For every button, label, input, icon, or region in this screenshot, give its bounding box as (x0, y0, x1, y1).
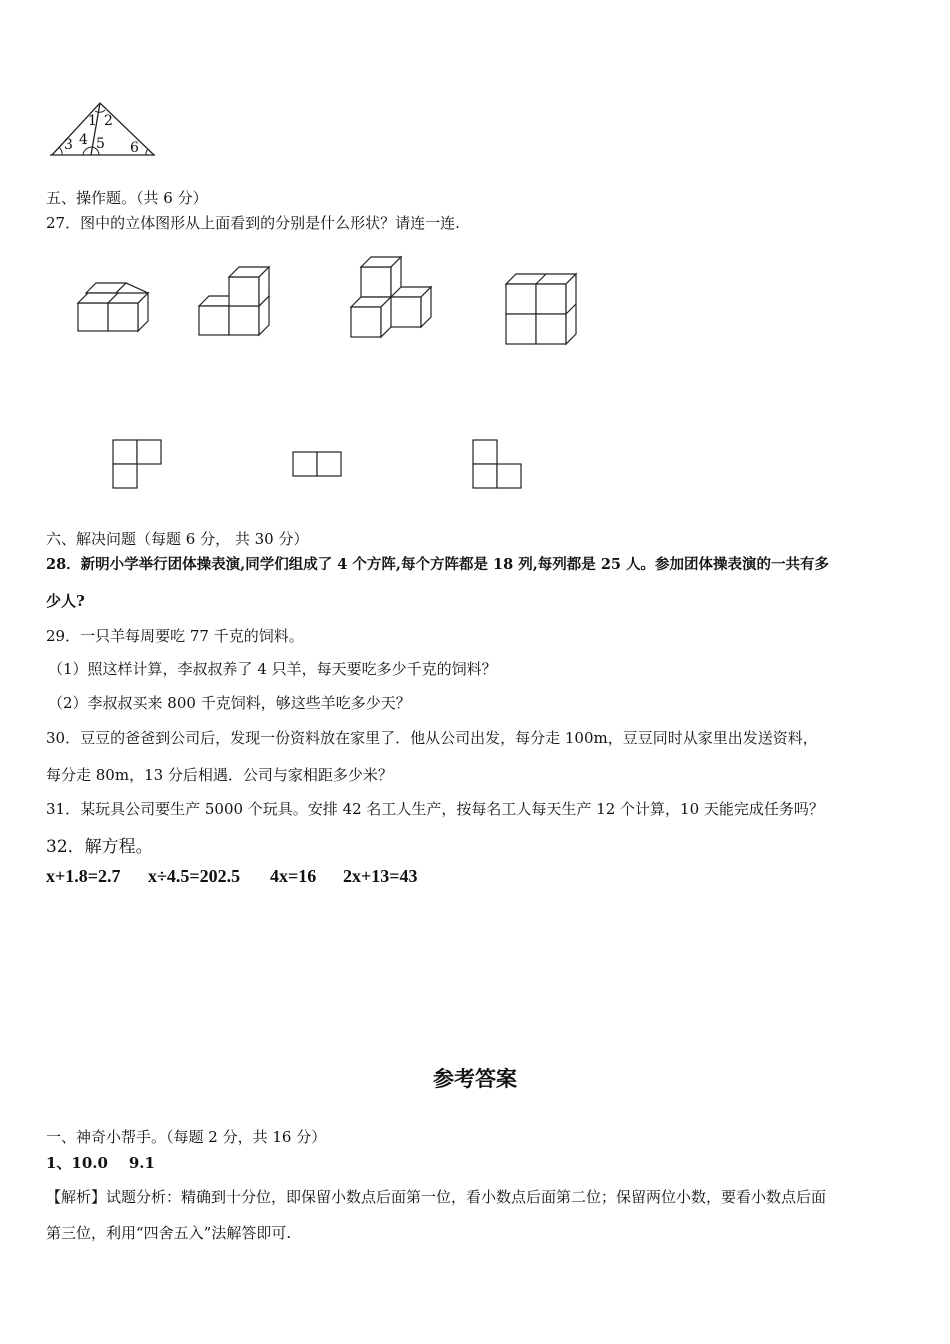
answers-title: 参考答案 (433, 1066, 517, 1091)
question-29: 29．一只羊每周要吃 77 千克的饲料。 (46, 627, 304, 645)
angle-label-2: 2 (104, 113, 113, 129)
equation-1: x+1.8=2.7 (46, 866, 121, 886)
solid-figure-1 (76, 283, 151, 333)
section6-heading: 六、解决问题（每题 6 分， 共 30 分） (46, 530, 309, 548)
equation-2: x÷4.5=202.5 (148, 866, 241, 886)
question-30-line1: 30．豆豆的爸爸到公司后，发现一份资料放在家里了．他从公司出发，每分走 100m，豆豆同时从家里出发送资料， (46, 729, 818, 747)
equation-3: 4x=16 (270, 866, 317, 886)
question-27: 27．图中的立体图形从上面看到的分别是什么形状？请连一连. (46, 214, 460, 232)
section5-heading: 五、操作题。（共 6 分） (46, 189, 208, 207)
question-31: 31．某玩具公司要生产 5000 个玩具。安排 42 名工人生产，按每名工人每天生产 12 个计算，10 天能完成任务吗？ (46, 800, 824, 818)
solid-figure-2 (197, 265, 272, 337)
angle-label-4: 4 (79, 132, 88, 148)
top-view-1 (112, 439, 162, 489)
top-view-2 (292, 451, 342, 477)
question-28-line1: 28．新明小学举行团体操表演,同学们组成了 4 个方阵,每个方阵都是 18 列,每列都是 25 人。参加团体操表演的一共有多 (46, 556, 830, 573)
question-29-part2: （2）李叔叔买来 800 千克饲料，够这些羊吃多少天？ (48, 694, 411, 712)
equation-4: 2x+13=43 (343, 866, 418, 886)
analysis-line2: 第三位，利用“四舍五入”法解答即可. (46, 1224, 292, 1242)
question-28-line2: 少人? (46, 592, 85, 610)
angle-label-6: 6 (130, 140, 139, 156)
answers-section1-heading: 一、神奇小帮手。（每题 2 分，共 16 分） (46, 1128, 327, 1146)
question-30-line2: 每分走 80m，13 分后相遇．公司与家相距多少米？ (46, 766, 393, 784)
question-29-part1: （1）照这样计算，李叔叔养了 4 只羊，每天要吃多少千克的饲料？ (48, 660, 497, 678)
question-32: 32．解方程。 (46, 837, 153, 857)
angle-label-5: 5 (96, 136, 105, 152)
angle-label-3: 3 (64, 137, 73, 153)
solid-figure-4 (504, 272, 580, 346)
top-view-3 (472, 439, 522, 489)
angle-label-1: 1 (88, 113, 97, 129)
solid-figure-3 (349, 257, 434, 339)
analysis-line1: 【解析】试题分析：精确到十分位，即保留小数点后面第一位，看小数点后面第二位；保留两位小数，要看小数点后面 (46, 1188, 827, 1206)
triangle-figure (48, 100, 158, 160)
answer-1: 1、10.0 9.1 (46, 1154, 155, 1172)
